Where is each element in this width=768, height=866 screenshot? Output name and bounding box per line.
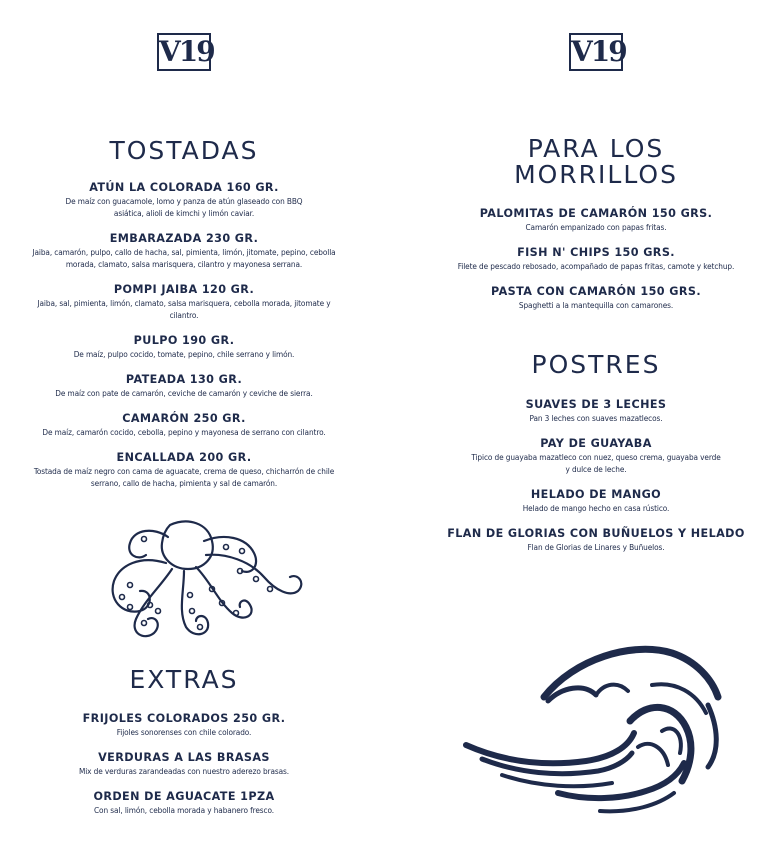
item-description: Mix de verduras zarandeadas con nuestro aderezo brasas. (78, 766, 290, 776)
menu-item (20, 412, 348, 438)
item-description: Tipico de guayaba mazatleco con nuez, queso crema, guayaba verde y dulce de leche. (471, 452, 721, 474)
item-name: ORDEN DE AGUACATE 1PZA (93, 790, 275, 803)
item-description: Con sal, limón, cebolla morada y habanero fresco. (94, 805, 274, 815)
menu-item (20, 181, 348, 219)
item-name: ENCALLADA 200 GR. (116, 451, 252, 464)
item-name: VERDURAS A LAS BRASAS (98, 751, 270, 764)
menu-item (440, 285, 752, 311)
item-name: PATEADA 130 GR. (125, 373, 243, 386)
item-name: SUAVES DE 3 LECHES (525, 398, 667, 411)
menu-item (440, 207, 752, 233)
right-page (440, 0, 752, 866)
item-name: POMPI JAIBA 120 GR. (113, 283, 255, 296)
postres-title: POSTRES (531, 350, 661, 379)
item-name: FRIJOLES COLORADOS 250 GR. (82, 712, 286, 725)
wave-illustration (462, 635, 732, 815)
item-name: CAMARÓN 250 GR. (122, 412, 246, 425)
menu-item (20, 283, 348, 321)
menu-item (20, 712, 348, 738)
item-description: De maíz, pulpo cocido, tomate, pepino, chile serrano y limón. (73, 349, 295, 359)
extras-title: EXTRAS (129, 665, 239, 694)
item-description: Jaiba, sal, pimienta, limón, clamato, salsa marisquera, cebolla morada, jitomate y cilantro. (37, 298, 331, 320)
item-description: Flan de Glorias de Linares y Buñuelos. (527, 542, 665, 552)
item-description: De maíz con guacamole, lomo y panza de atún glaseado con BBQ asiática, alioli de kimchi y limón caviar. (65, 196, 303, 218)
menu-item (440, 398, 752, 424)
item-description: Camarón empanizado con papas fritas. (525, 222, 667, 232)
menu-item (440, 527, 752, 553)
tostadas-title: TOSTADAS (109, 136, 259, 165)
logo: V19 (157, 33, 211, 71)
menu-item (20, 451, 348, 489)
tostadas-list (20, 181, 348, 502)
menu-item (20, 334, 348, 360)
item-description: Spaghetti a la mantequilla con camarones. (518, 300, 674, 310)
item-description: Fijoles sonorenses con chile colorado. (116, 727, 252, 737)
menu-item (440, 437, 752, 475)
item-name: HELADO DE MANGO (530, 488, 662, 501)
menu-item (20, 232, 348, 270)
extras-list (20, 712, 348, 829)
item-name: EMBARAZADA 230 GR. (109, 232, 259, 245)
menu-item (20, 373, 348, 399)
item-description: Jaiba, camarón, pulpo, callo de hacha, sal, pimienta, limón, jitomate, pepino, cebolla morada, clamato, salsa marisquera, cilantro y mayonesa serrana. (32, 247, 336, 269)
item-name: ATÚN LA COLORADA 160 GR. (89, 181, 279, 194)
item-name: FLAN DE GLORIAS CON BUÑUELOS Y HELADO (447, 527, 745, 540)
item-description: Pan 3 leches con suaves mazatlecos. (529, 413, 663, 423)
postres-list (440, 398, 752, 566)
left-page (20, 0, 348, 866)
morrillos-list (440, 207, 752, 324)
morrillos-title-line2: MORRILLOS (514, 160, 678, 189)
menu-item (20, 790, 348, 816)
morrillos-title (440, 136, 752, 188)
item-description: De maíz con pate de camarón, ceviche de camarón y ceviche de sierra. (55, 388, 313, 398)
menu-item (440, 488, 752, 514)
menu-item (20, 751, 348, 777)
item-name: PAY DE GUAYABA (540, 437, 652, 450)
item-description: Tostada de maíz negro con cama de aguacate, crema de queso, chicharrón de chile serrano, callo de hacha, pimienta y sal de camarón. (33, 466, 335, 488)
menu-item (440, 246, 752, 272)
logo: V19 (569, 33, 623, 71)
octopus-illustration (100, 515, 305, 645)
item-name: PALOMITAS DE CAMARÓN 150 GRS. (479, 207, 713, 220)
item-description: De maíz, camarón cocido, cebolla, pepino y mayonesa de serrano con cilantro. (42, 427, 326, 437)
item-description: Filete de pescado rebosado, acompañado de papas fritas, camote y ketchup. (457, 261, 735, 271)
item-name: PASTA CON CAMARÓN 150 GRS. (491, 285, 701, 298)
item-name: PULPO 190 GR. (133, 334, 235, 347)
item-description: Helado de mango hecho en casa rústico. (522, 503, 670, 513)
item-name: FISH N' CHIPS 150 GRS. (517, 246, 675, 259)
morrillos-title-line1: PARA LOS (527, 134, 665, 163)
